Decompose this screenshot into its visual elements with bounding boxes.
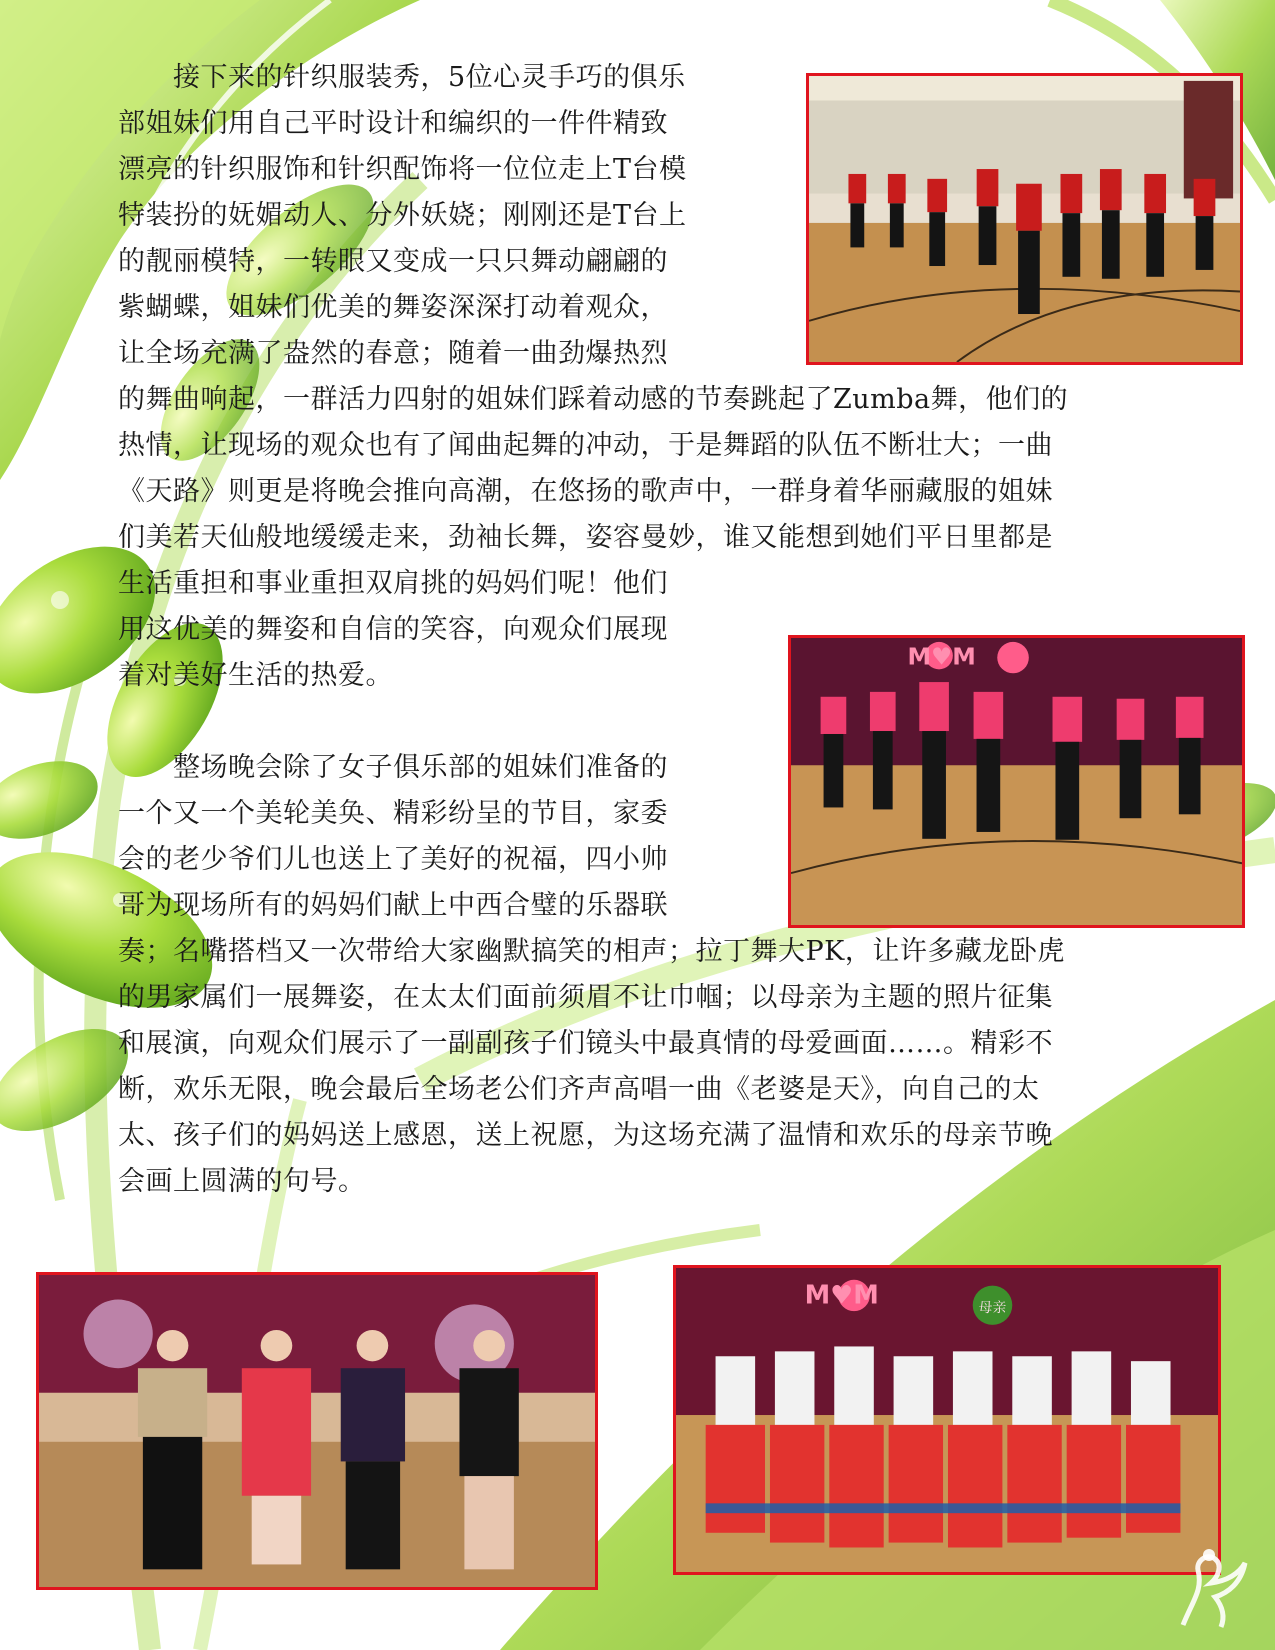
mom-banner-text-2: M♥M [804,1280,879,1311]
mother-sign-text: 母亲 [978,1300,1007,1317]
mom-banner-text: M♥M [907,642,976,671]
paragraph-2: 整场晚会除了女子俱乐部的姐妹们准备的 一个又一个美轮美奂、精彩纷呈的节目，家委 会的老少爷们儿也送上了美好的祝福，四小帅 哥为现场所有的妈妈们献上中西合璧的乐器联 奏；名嘴搭档又一次带给大家幽默搞笑的相声；拉丁舞大PK，让许多藏龙卧虎 的男家属们一展舞姿，在太太们面前须眉不让巾帼；以母亲为主题的照片征集 和展演，向观众们展示了一副副孩子们镜头中最真情的母爱画面……。精彩不 断，欢乐无限，晚会最后全场老公们齐声高唱一曲《老婆是天》，向自己的太 太、孩子们的妈妈送上感恩，送上祝愿，为这场充满了温情和欢乐的母亲节晚 会画上圆满的句号。 [118,752,1065,1197]
photo-pink-dancers [788,635,1245,928]
photo-tibetan-dance-group [673,1265,1221,1575]
dancer-logo [1163,1545,1253,1630]
paragraph-1: 接下来的针织服装秀，5位心灵手巧的俱乐 部姐妹们用自己平时设计和编织的一件件精致 漂亮的针织服饰和针织配饰将一位位走上T台模 特装扮的妩媚动人、分外妖娆；刚刚还是T台上 的靓丽模特，一转眼又变成一只只舞动翩翩的 紫蝴蝶，姐妹们优美的舞姿深深打动着观众， 让全场充满了盎然的春意；随着一曲劲爆热烈 的舞曲响起，一群活力四射的姐妹们踩着动感的节奏跳起了Zumba舞，他们的 热情，让现场的观众也有了闻曲起舞的冲动，于是舞蹈的队伍不断壮大；一曲 《天路》则更是将晚会推向高潮，在悠扬的歌声中，一群身着华丽藏服的姐妹 们美若天仙般地缓缓走来，劲袖长舞，姿容曼妙，谁又能想到她们平日里都是 生活重担和事业重担双肩挑的妈妈们呢！他们 用这优美的舞姿和自信的笑容，向观众们展现 着对美好生活的热爱。 [118,62,1069,691]
photo-knitwear-models [36,1272,598,1590]
photo-red-dancers [806,73,1243,365]
